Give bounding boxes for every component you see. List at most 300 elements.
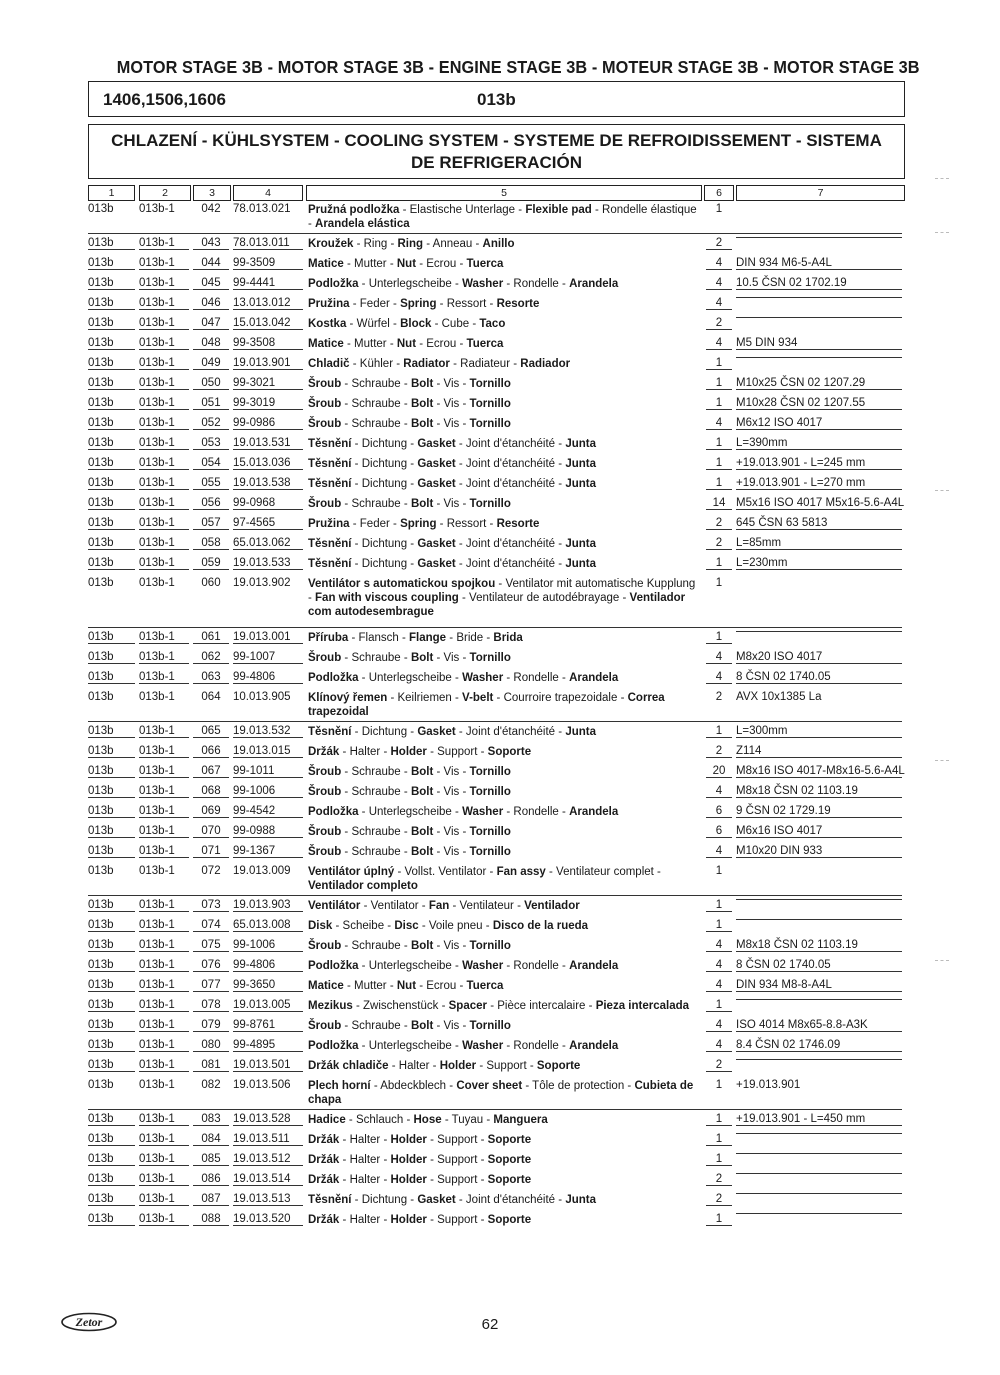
cell-subgroup: 013b-1 — [139, 297, 189, 310]
desc-sep: - — [343, 338, 355, 350]
table-row — [0, 517, 1000, 537]
desc-es: Pieza intercalada — [595, 1000, 690, 1012]
desc-sep: - — [339, 1174, 350, 1186]
desc-de: Ventilator mit automatische Kupplung — [505, 578, 696, 590]
cell-note: +19.013.901 — [736, 1079, 801, 1091]
cell-description — [308, 845, 700, 859]
desc-sep: - — [555, 478, 566, 490]
table-row — [0, 497, 1000, 517]
desc-cz: Držák — [308, 1154, 340, 1166]
desc-sep: - — [351, 438, 362, 450]
desc-de: Schlauch — [355, 1114, 404, 1126]
table-row — [0, 257, 1000, 277]
desc-en: Disc — [394, 920, 419, 932]
cell-subgroup: 013b-1 — [139, 745, 189, 758]
cell-description — [308, 257, 700, 271]
desc-sep: - — [341, 826, 352, 838]
desc-fr: Support — [437, 1154, 478, 1166]
desc-es: Tornillo — [469, 398, 511, 410]
desc-sep: - — [459, 652, 470, 664]
cell-position: 059 — [193, 557, 229, 570]
desc-sep: - — [433, 940, 444, 952]
cell-description — [308, 1193, 700, 1207]
cell-note: L=85mm — [736, 537, 902, 550]
table-row — [0, 1213, 1000, 1233]
cell-quantity: 1 — [706, 477, 732, 490]
cell-group: 013b — [88, 337, 135, 350]
table-row — [0, 631, 1000, 651]
desc-sep: - — [429, 1060, 440, 1072]
desc-sep: - — [585, 1000, 596, 1012]
desc-cz: Příruba — [308, 632, 349, 644]
cell-note: L=390mm — [736, 437, 902, 450]
desc-sep: - — [555, 726, 566, 738]
desc-sep: - — [436, 518, 447, 530]
cell-position: 078 — [193, 999, 229, 1012]
desc-sep: - — [351, 538, 362, 550]
cell-quantity: 1 — [715, 203, 723, 215]
desc-sep: - — [351, 558, 362, 570]
cell-group: 013b — [88, 497, 135, 510]
desc-sep: - — [456, 258, 467, 270]
cell-quantity: 1 — [706, 457, 732, 470]
desc-sep: - — [436, 298, 447, 310]
desc-sep: - — [426, 1134, 438, 1146]
cell-note: M8x18 ČSN 02 1103.19 — [736, 785, 902, 798]
desc-en: Bolt — [410, 826, 434, 838]
cell-part-number: 19.013.015 — [233, 745, 303, 758]
desc-fr: Anneau — [432, 238, 473, 250]
cell-description — [308, 1213, 700, 1227]
desc-sep: - — [400, 378, 411, 390]
cell-note: 9 ČSN 02 1729.19 — [736, 805, 902, 818]
cell-part-number: 99-1007 — [233, 651, 303, 664]
desc-sep: - — [341, 766, 352, 778]
desc-es: Cubieta de chapa — [308, 1080, 694, 1106]
desc-es: Junta — [565, 478, 596, 490]
cell-position: 083 — [193, 1113, 229, 1126]
desc-fr: Joint d'étanchéité — [465, 558, 556, 570]
desc-en: Holder — [390, 746, 427, 758]
desc-cz: Těsnění — [308, 1194, 352, 1206]
desc-sep: - — [503, 1040, 514, 1052]
cell-description — [308, 1019, 700, 1033]
desc-de: Abdeckblech — [380, 1080, 447, 1092]
desc-sep: - — [456, 338, 467, 350]
cell-part-number: 19.013.506 — [233, 1079, 291, 1091]
cell-quantity: 1 — [715, 865, 723, 877]
desc-sep: - — [426, 1154, 438, 1166]
desc-sep: - — [308, 218, 316, 230]
cell-note: M8x20 ISO 4017 — [736, 651, 902, 664]
cell-subgroup: 013b-1 — [139, 477, 189, 490]
desc-sep: - — [433, 378, 444, 390]
desc-cz: Šroub — [308, 418, 342, 430]
desc-en: Nut — [396, 980, 417, 992]
cell-subgroup: 013b-1 — [139, 1153, 189, 1166]
cell-quantity: 4 — [706, 277, 732, 290]
desc-sep: - — [360, 900, 371, 912]
cell-quantity: 1 — [715, 1079, 723, 1091]
cell-group: 013b — [88, 999, 135, 1012]
cell-description — [308, 1039, 700, 1053]
cell-part-number: 99-3021 — [233, 377, 303, 390]
desc-es: Junta — [565, 558, 596, 570]
desc-es: Junta — [565, 726, 596, 738]
desc-cz: Ventilátor s automatickou spojkou — [308, 578, 496, 590]
table-row — [0, 557, 1000, 577]
desc-sep: - — [407, 478, 418, 490]
cell-note — [736, 1133, 902, 1134]
cell-group: 013b — [88, 631, 135, 644]
desc-de: Schraube — [351, 418, 401, 430]
cell-note — [736, 1213, 902, 1214]
desc-es: Brida — [493, 632, 523, 644]
desc-sep: - — [399, 204, 410, 216]
cell-group: 013b — [88, 1193, 135, 1206]
desc-cz: Podložka — [308, 806, 359, 818]
table-row — [0, 671, 1000, 691]
desc-es: Ventilador completo — [308, 880, 418, 892]
desc-sep: - — [339, 746, 350, 758]
desc-sep: - — [555, 1194, 566, 1206]
desc-de: Schraube — [351, 378, 401, 390]
desc-sep: - — [341, 652, 352, 664]
cell-subgroup: 013b-1 — [139, 651, 189, 664]
desc-en: Spring — [400, 298, 437, 310]
cell-position: 086 — [193, 1173, 229, 1186]
desc-sep: - — [477, 746, 488, 758]
cell-description — [308, 979, 700, 993]
cell-quantity: 1 — [706, 377, 732, 390]
desc-fr: Vis — [443, 826, 460, 838]
table-row — [0, 999, 1000, 1019]
desc-sep: - — [459, 398, 470, 410]
desc-en: Gasket — [417, 538, 456, 550]
margin-mark — [935, 490, 949, 492]
column-header-5: 5 — [306, 185, 702, 201]
desc-en: Radiator — [403, 358, 450, 370]
cell-position: 045 — [193, 277, 229, 290]
cell-quantity: 4 — [706, 297, 732, 310]
desc-sep: - — [407, 538, 418, 550]
cell-position: 060 — [201, 577, 221, 589]
cell-note: M5x16 ISO 4017 M5x16-5.6-A4L — [736, 497, 905, 509]
desc-sep: - — [389, 298, 401, 310]
cell-quantity: 4 — [706, 337, 732, 350]
page-title: MOTOR STAGE 3B - MOTOR STAGE 3B - ENGINE STAGE 3B - MOTEUR STAGE 3B - MOTOR STAGE 3B — [116, 57, 920, 77]
cell-position: 067 — [193, 765, 229, 778]
desc-sep: - — [358, 672, 369, 684]
cell-description — [308, 671, 700, 685]
desc-es: Tornillo — [469, 418, 511, 430]
desc-en: Holder — [439, 1060, 477, 1072]
desc-sep: - — [477, 1174, 488, 1186]
cell-subgroup: 013b-1 — [139, 377, 189, 390]
cell-group: 013b — [88, 691, 114, 703]
cell-subgroup: 013b-1 — [139, 237, 189, 250]
desc-es: Arandela — [569, 672, 619, 684]
desc-sep: - — [555, 458, 566, 470]
desc-en: Holder — [390, 1214, 427, 1226]
cell-description — [308, 277, 700, 291]
cell-note: M8x18 ČSN 02 1103.19 — [736, 939, 902, 952]
desc-sep: - — [389, 318, 401, 330]
desc-sep: - — [459, 1020, 470, 1032]
desc-es: Tuerca — [466, 980, 504, 992]
desc-fr: Rondelle — [513, 960, 559, 972]
desc-cz: Šroub — [308, 398, 342, 410]
cell-note: M8x16 ISO 4017-M8x16-5.6-A4L — [736, 765, 905, 777]
desc-sep: - — [482, 920, 493, 932]
desc-fr: Rondelle — [513, 806, 559, 818]
desc-de: Unterlegscheibe — [368, 960, 452, 972]
cell-position: 079 — [193, 1019, 229, 1032]
desc-sep: - — [433, 786, 444, 798]
cell-position: 050 — [193, 377, 229, 390]
desc-cz: Šroub — [308, 378, 342, 390]
desc-sep: - — [332, 920, 343, 932]
desc-sep: - — [407, 458, 418, 470]
cell-note: +19.013.901 - L=245 mm — [736, 457, 902, 470]
cell-description — [308, 999, 700, 1013]
desc-sep: - — [341, 378, 352, 390]
cell-description — [308, 1173, 700, 1187]
desc-en: Bolt — [410, 418, 434, 430]
desc-sep: - — [400, 652, 411, 664]
cell-position: 073 — [193, 899, 229, 912]
desc-de: Würfel — [356, 318, 390, 330]
table-row — [0, 1133, 1000, 1153]
desc-en: Bolt — [410, 940, 434, 952]
desc-sep: - — [558, 1040, 570, 1052]
desc-fr: Rondelle élastique — [602, 204, 697, 216]
cell-subgroup: 013b-1 — [139, 517, 189, 530]
desc-en: Fan assy — [496, 866, 546, 878]
desc-fr: Bride — [456, 632, 484, 644]
cell-quantity: 4 — [706, 959, 732, 972]
desc-fr: Support — [437, 746, 478, 758]
desc-es: Soporte — [487, 1214, 532, 1226]
cell-quantity: 2 — [706, 317, 732, 330]
desc-sep: - — [451, 672, 463, 684]
desc-sep: - — [416, 338, 427, 350]
cell-subgroup: 013b-1 — [139, 203, 175, 215]
cell-position: 043 — [193, 237, 229, 250]
desc-sep: - — [370, 1080, 381, 1092]
desc-sep: - — [459, 846, 470, 858]
desc-es: Tornillo — [469, 1020, 511, 1032]
cell-part-number: 78.013.021 — [233, 203, 291, 215]
desc-cz: Těsnění — [308, 458, 352, 470]
cell-note — [736, 999, 902, 1000]
desc-de: Dichtung — [361, 1194, 408, 1206]
desc-sep: - — [456, 980, 467, 992]
cell-part-number: 99-0986 — [233, 417, 303, 430]
cell-position: 082 — [201, 1079, 221, 1091]
desc-cz: Hadice — [308, 1114, 346, 1126]
desc-en: Washer — [462, 1040, 504, 1052]
cell-subgroup: 013b-1 — [139, 557, 189, 570]
desc-sep: - — [400, 1020, 411, 1032]
cell-position: 044 — [193, 257, 229, 270]
desc-de: Dichtung — [361, 726, 408, 738]
table-row — [0, 1039, 1000, 1059]
cell-position: 087 — [193, 1193, 229, 1206]
desc-fr: Ventilateur de autodébrayage — [469, 592, 620, 604]
desc-sep: - — [407, 558, 418, 570]
desc-cz: Disk — [308, 920, 333, 932]
desc-en: Bolt — [410, 786, 434, 798]
cell-position: 072 — [201, 865, 221, 877]
desc-fr: Radiateur — [460, 358, 511, 370]
cell-subgroup: 013b-1 — [139, 691, 175, 703]
cell-note — [736, 1173, 902, 1174]
desc-de: Schraube — [351, 826, 401, 838]
desc-sep: - — [386, 980, 397, 992]
desc-cz: Kostka — [308, 318, 347, 330]
desc-fr: Voile pneu — [428, 920, 483, 932]
cell-group: 013b — [88, 277, 135, 290]
cell-quantity: 4 — [706, 785, 732, 798]
desc-sep: - — [558, 806, 570, 818]
desc-en: Holder — [390, 1174, 427, 1186]
desc-en: Gasket — [417, 438, 456, 450]
desc-sep: - — [472, 238, 483, 250]
column-header-4: 4 — [233, 185, 303, 201]
cell-group: 013b — [88, 577, 114, 589]
cell-group: 013b — [88, 357, 135, 370]
desc-sep: - — [433, 418, 444, 430]
desc-sep: - — [495, 578, 506, 590]
table-row — [0, 1173, 1000, 1193]
desc-de: Halter — [349, 1154, 381, 1166]
desc-sep: - — [477, 1154, 488, 1166]
desc-de: Ring — [363, 238, 388, 250]
cell-group: 013b — [88, 417, 135, 430]
desc-fr: Vis — [443, 1020, 460, 1032]
desc-de: Schraube — [351, 846, 401, 858]
desc-es: Arandela — [569, 1040, 619, 1052]
desc-cz: Držák — [308, 746, 340, 758]
desc-es: Soporte — [487, 1154, 532, 1166]
desc-sep: - — [451, 278, 463, 290]
table-row — [0, 237, 1000, 257]
desc-en: Bolt — [410, 766, 434, 778]
cell-part-number: 19.013.528 — [233, 1113, 303, 1126]
cell-position: 084 — [193, 1133, 229, 1146]
desc-sep: - — [400, 786, 411, 798]
cell-subgroup: 013b-1 — [139, 397, 189, 410]
cell-part-number: 19.013.903 — [233, 899, 303, 912]
table-row — [0, 317, 1000, 337]
desc-fr: Vis — [443, 652, 460, 664]
cell-description — [308, 1079, 700, 1107]
column-header-1: 1 — [88, 185, 135, 201]
cell-position: 071 — [193, 845, 229, 858]
group-code: 013b — [477, 90, 516, 109]
cell-part-number: 99-3508 — [233, 337, 303, 350]
cell-description — [308, 437, 700, 451]
cell-subgroup: 013b-1 — [139, 457, 189, 470]
desc-sep: - — [393, 358, 404, 370]
cell-quantity: 1 — [706, 1153, 732, 1166]
desc-sep: - — [433, 826, 444, 838]
desc-sep: - — [451, 692, 463, 704]
desc-fr: Ressort — [446, 518, 487, 530]
desc-es: Tuerca — [466, 338, 504, 350]
desc-cz: Držák — [308, 1174, 340, 1186]
desc-fr: Rondelle — [513, 278, 559, 290]
cell-description — [308, 939, 700, 953]
cell-group: 013b — [88, 1039, 135, 1052]
desc-fr: Ecrou — [426, 338, 457, 350]
cell-subgroup: 013b-1 — [139, 277, 189, 290]
desc-de: Halter — [349, 1214, 381, 1226]
desc-es: Disco de la rueda — [492, 920, 589, 932]
desc-de: Halter — [398, 1060, 430, 1072]
desc-es: Junta — [565, 1194, 596, 1206]
desc-cz: Ventilátor úplný — [308, 866, 395, 878]
cell-position: 077 — [193, 979, 229, 992]
desc-fr: Vis — [443, 378, 460, 390]
desc-cz: Těsnění — [308, 478, 352, 490]
cell-part-number: 19.013.531 — [233, 437, 303, 450]
desc-sep: - — [446, 1080, 457, 1092]
desc-sep: - — [387, 692, 398, 704]
table-row — [0, 337, 1000, 357]
desc-cz: Šroub — [308, 846, 342, 858]
desc-es: Ventilador com autodesembrague — [308, 592, 686, 618]
desc-sep: - — [433, 846, 444, 858]
desc-sep: - — [400, 940, 411, 952]
desc-sep: - — [486, 866, 497, 878]
cell-part-number: 19.013.512 — [233, 1153, 303, 1166]
cell-note: Z114 — [736, 745, 902, 758]
cell-group: 013b — [88, 203, 114, 215]
desc-sep: - — [503, 960, 514, 972]
cell-subgroup: 013b-1 — [139, 765, 189, 778]
cell-quantity: 1 — [706, 1213, 732, 1226]
cell-position: 070 — [193, 825, 229, 838]
cell-subgroup: 013b-1 — [139, 317, 189, 330]
cell-quantity: 4 — [706, 845, 732, 858]
desc-cz: Držák chladiče — [308, 1060, 389, 1072]
desc-cz: Těsnění — [308, 438, 352, 450]
cell-quantity: 2 — [715, 691, 723, 703]
cell-group: 013b — [88, 845, 135, 858]
desc-es: Soporte — [487, 1134, 532, 1146]
cell-position: 048 — [193, 337, 229, 350]
cell-quantity: 14 — [706, 497, 732, 510]
desc-sep: - — [341, 418, 352, 430]
desc-sep: - — [407, 438, 418, 450]
cell-note: AVX 10x1385 La — [736, 691, 822, 703]
cell-part-number: 19.013.001 — [233, 631, 303, 644]
desc-fr: Support — [437, 1214, 478, 1226]
desc-en: Fan with viscous coupling — [315, 592, 459, 604]
cell-position: 064 — [201, 691, 221, 703]
cell-note — [736, 297, 902, 298]
cell-description — [308, 651, 700, 665]
desc-en: Bolt — [410, 652, 434, 664]
desc-de: Unterlegscheibe — [368, 278, 452, 290]
cell-group: 013b — [88, 257, 135, 270]
desc-sep: - — [416, 258, 427, 270]
cell-group: 013b — [88, 1019, 135, 1032]
desc-cz: Plech horní — [308, 1080, 371, 1092]
cell-part-number: 78.013.011 — [233, 237, 303, 250]
